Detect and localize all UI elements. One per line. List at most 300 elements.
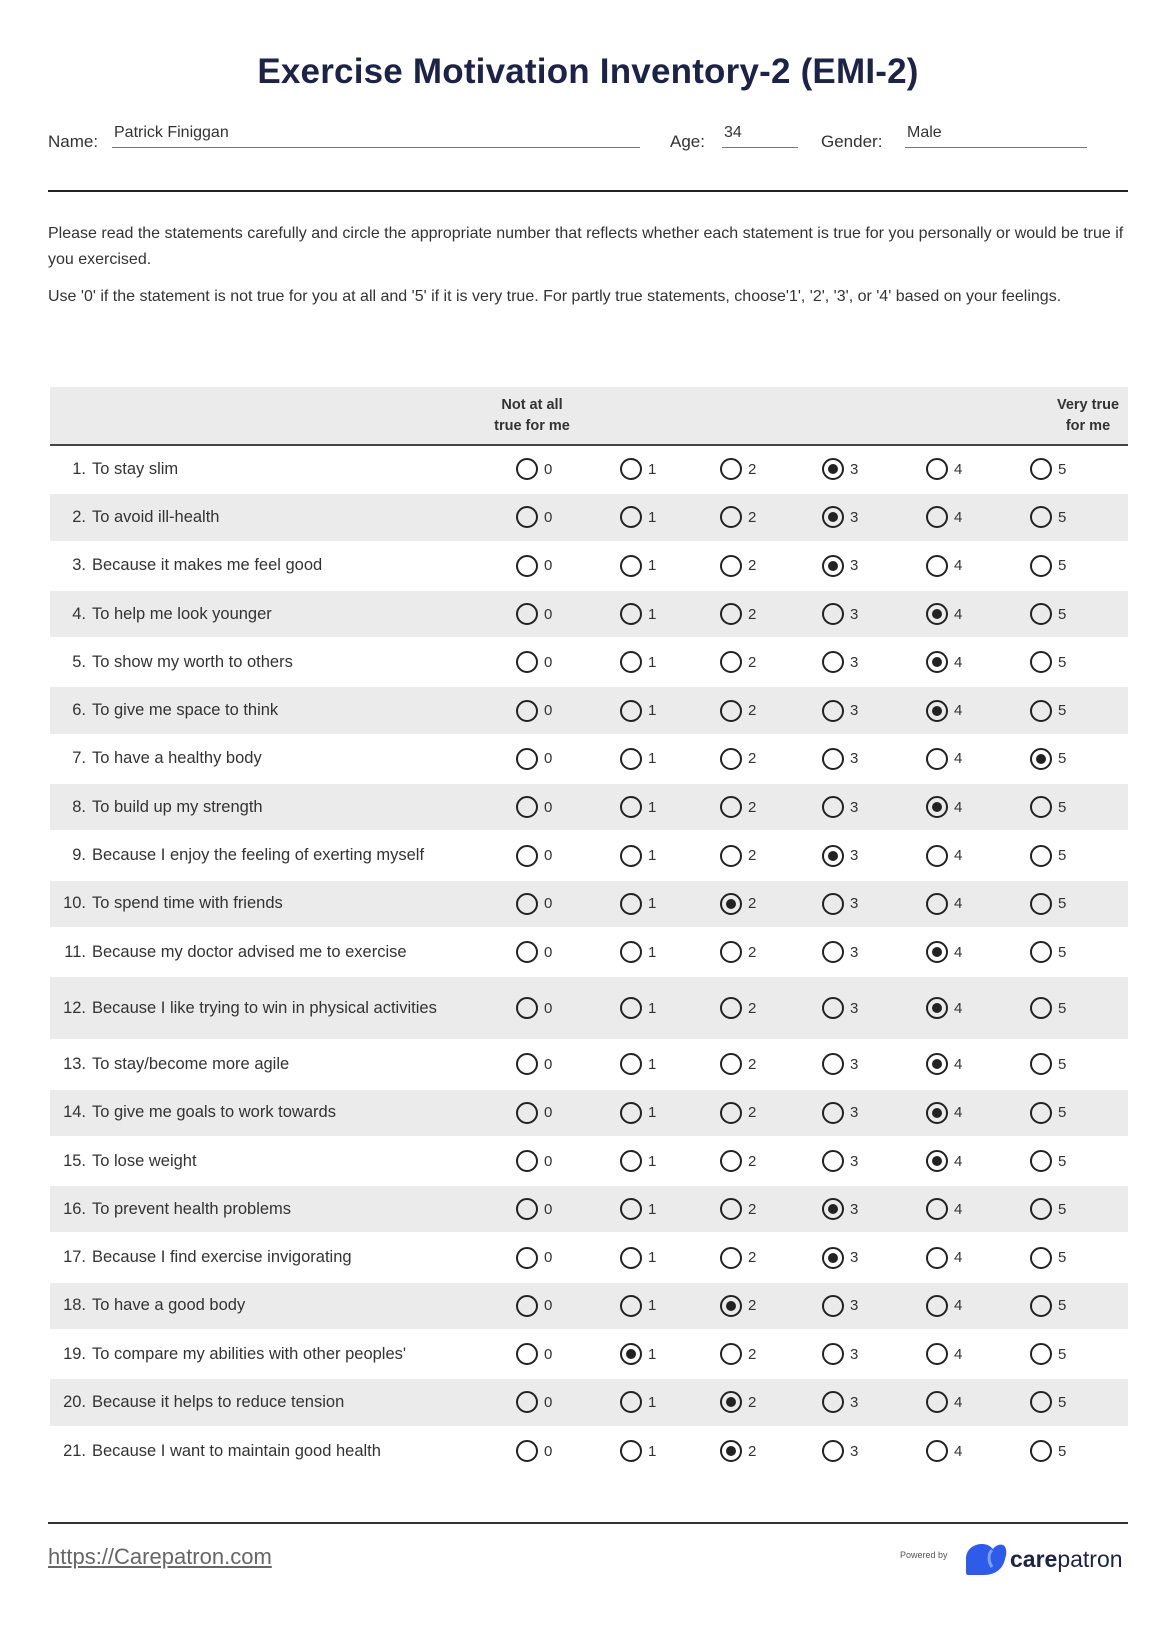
rating-radio-4[interactable] xyxy=(926,700,948,722)
statement-cell xyxy=(50,1427,480,1475)
rating-label: 5 xyxy=(1058,508,1067,526)
rating-radio-0[interactable] xyxy=(516,506,538,528)
option-cell xyxy=(480,976,584,1040)
rating-radio-3[interactable] xyxy=(822,893,844,915)
rating-radio-1[interactable] xyxy=(620,506,642,528)
rating-label: 5 xyxy=(1058,847,1067,865)
option-cell xyxy=(786,542,890,590)
rating-radio-0[interactable] xyxy=(516,997,538,1019)
option-cell xyxy=(994,1330,1128,1378)
option-cell xyxy=(994,1040,1128,1088)
rating-label: 5 xyxy=(1058,798,1067,816)
statement-cell xyxy=(50,1185,480,1233)
rating-radio-4[interactable] xyxy=(926,941,948,963)
rating-label: 4 xyxy=(954,1345,963,1363)
statement-number: 19. xyxy=(63,1344,86,1363)
rating-radio-4[interactable] xyxy=(926,555,948,577)
rating-label: 0 xyxy=(544,1442,553,1460)
rating-radio-5[interactable] xyxy=(1030,893,1052,915)
rating-radio-0[interactable] xyxy=(516,1343,538,1365)
statement-number: 1. xyxy=(72,459,86,478)
rating-radio-5[interactable] xyxy=(1030,796,1052,818)
rating-radio-2[interactable] xyxy=(720,1198,742,1220)
header-statement xyxy=(50,387,480,445)
rating-radio-3[interactable] xyxy=(822,506,844,528)
option-cell xyxy=(480,638,584,686)
option-cell xyxy=(890,638,994,686)
rating-radio-5[interactable] xyxy=(1030,506,1052,528)
rating-label: 2 xyxy=(748,653,757,671)
statement-cell xyxy=(50,638,480,686)
statement-text: Because I like trying to win in physical activities xyxy=(92,998,437,1017)
rating-label: 1 xyxy=(648,557,657,575)
rating-radio-0[interactable] xyxy=(516,1295,538,1317)
rating-label: 3 xyxy=(850,847,859,865)
rating-label: 2 xyxy=(748,1345,757,1363)
rating-label: 2 xyxy=(748,1393,757,1411)
rating-radio-5[interactable] xyxy=(1030,651,1052,673)
statement-number: 21. xyxy=(63,1441,86,1460)
option-cell xyxy=(584,1330,684,1378)
rating-radio-0[interactable] xyxy=(516,458,538,480)
rating-radio-0[interactable] xyxy=(516,555,538,577)
rating-label: 2 xyxy=(748,1297,757,1315)
carepatron-brand: carepatron xyxy=(1010,1546,1123,1572)
rating-radio-2[interactable] xyxy=(720,1247,742,1269)
statement-text: Because it helps to reduce tension xyxy=(92,1392,345,1411)
rating-label: 0 xyxy=(544,557,553,575)
rating-radio-1[interactable] xyxy=(620,700,642,722)
option-cell xyxy=(480,686,584,734)
rating-radio-1[interactable] xyxy=(620,458,642,480)
option-cell xyxy=(890,493,994,541)
rating-radio-2[interactable] xyxy=(720,1440,742,1462)
rating-radio-2[interactable] xyxy=(720,997,742,1019)
rating-radio-5[interactable] xyxy=(1030,458,1052,480)
rating-radio-5[interactable] xyxy=(1030,941,1052,963)
option-cell xyxy=(684,928,786,976)
option-cell xyxy=(480,1040,584,1088)
option-cell xyxy=(786,1089,890,1137)
rating-label: 0 xyxy=(544,847,553,865)
option-cell xyxy=(480,928,584,976)
rating-radio-1[interactable] xyxy=(620,1150,642,1172)
table-row xyxy=(50,493,1128,541)
rating-radio-0[interactable] xyxy=(516,651,538,673)
rating-radio-3[interactable] xyxy=(822,458,844,480)
rating-radio-0[interactable] xyxy=(516,796,538,818)
option-cell xyxy=(480,1427,584,1475)
rating-radio-4[interactable] xyxy=(926,997,948,1019)
rating-radio-2[interactable] xyxy=(720,941,742,963)
rating-label: 5 xyxy=(1058,1297,1067,1315)
statement-text: Because I find exercise invigorating xyxy=(92,1248,352,1267)
rating-label: 4 xyxy=(954,1249,963,1267)
option-cell xyxy=(890,542,994,590)
option-cell xyxy=(684,1185,786,1233)
option-cell xyxy=(786,1233,890,1281)
rating-radio-1[interactable] xyxy=(620,651,642,673)
option-cell xyxy=(480,445,584,493)
statement-text: To have a good body xyxy=(92,1296,246,1315)
statement-number: 20. xyxy=(63,1392,86,1411)
rating-label: 0 xyxy=(544,1345,553,1363)
option-cell xyxy=(786,686,890,734)
option-cell xyxy=(890,590,994,638)
rating-radio-2[interactable] xyxy=(720,700,742,722)
rating-radio-2[interactable] xyxy=(720,555,742,577)
rating-radio-0[interactable] xyxy=(516,1247,538,1269)
rating-radio-0[interactable] xyxy=(516,700,538,722)
option-cell xyxy=(584,928,684,976)
table-row xyxy=(50,831,1128,879)
instructions-paragraph-2: Use '0' if the statement is not true for you at all and '5' if it is very true. For partly true statements, choose'1', '2', '3', or '4' based on your feelings. xyxy=(48,288,1062,305)
rating-label: 3 xyxy=(850,653,859,671)
rating-radio-4[interactable] xyxy=(926,651,948,673)
option-cell xyxy=(994,880,1128,928)
rating-radio-3[interactable] xyxy=(822,1102,844,1124)
rating-radio-5[interactable] xyxy=(1030,1102,1052,1124)
option-cell xyxy=(584,1185,684,1233)
option-cell xyxy=(480,1282,584,1330)
table-row xyxy=(50,1137,1128,1185)
rating-radio-4[interactable] xyxy=(926,1391,948,1413)
option-cell xyxy=(584,493,684,541)
table-row xyxy=(50,590,1128,638)
rating-radio-3[interactable] xyxy=(822,796,844,818)
rating-radio-4[interactable] xyxy=(926,748,948,770)
table-row xyxy=(50,1233,1128,1281)
statement-cell xyxy=(50,493,480,541)
option-cell xyxy=(480,1137,584,1185)
rating-radio-5[interactable] xyxy=(1030,845,1052,867)
option-cell xyxy=(684,783,786,831)
rating-radio-2[interactable] xyxy=(720,796,742,818)
rating-radio-0[interactable] xyxy=(516,1102,538,1124)
rating-radio-3[interactable] xyxy=(822,997,844,1019)
option-cell xyxy=(480,735,584,783)
rating-label: 5 xyxy=(1058,895,1067,913)
option-cell xyxy=(684,735,786,783)
option-cell xyxy=(786,783,890,831)
rating-radio-5[interactable] xyxy=(1030,748,1052,770)
rating-radio-5[interactable] xyxy=(1030,1440,1052,1462)
rating-radio-4[interactable] xyxy=(926,458,948,480)
rating-radio-4[interactable] xyxy=(926,603,948,625)
rating-label: 4 xyxy=(954,999,963,1017)
rating-label: 0 xyxy=(544,1104,553,1122)
statement-text: To lose weight xyxy=(92,1151,197,1170)
option-cell xyxy=(890,1040,994,1088)
option-cell xyxy=(890,976,994,1040)
option-cell xyxy=(684,590,786,638)
rating-radio-3[interactable] xyxy=(822,651,844,673)
option-cell xyxy=(480,783,584,831)
option-cell xyxy=(994,1089,1128,1137)
rating-label: 5 xyxy=(1058,1200,1067,1218)
rating-radio-1[interactable] xyxy=(620,1102,642,1124)
rating-radio-3[interactable] xyxy=(822,555,844,577)
rating-radio-5[interactable] xyxy=(1030,1391,1052,1413)
option-cell xyxy=(684,1089,786,1137)
rating-label: 3 xyxy=(850,1442,859,1460)
rating-radio-5[interactable] xyxy=(1030,603,1052,625)
option-cell xyxy=(786,1282,890,1330)
table-row xyxy=(50,976,1128,1040)
rating-label: 2 xyxy=(748,750,757,768)
rating-radio-5[interactable] xyxy=(1030,1295,1052,1317)
rating-label: 2 xyxy=(748,508,757,526)
rating-radio-1[interactable] xyxy=(620,555,642,577)
rating-label: 2 xyxy=(748,999,757,1017)
option-cell xyxy=(994,1233,1128,1281)
rating-radio-0[interactable] xyxy=(516,1053,538,1075)
table-row xyxy=(50,542,1128,590)
rating-label: 5 xyxy=(1058,1345,1067,1363)
rating-radio-1[interactable] xyxy=(620,845,642,867)
rating-radio-3[interactable] xyxy=(822,603,844,625)
rating-radio-2[interactable] xyxy=(720,1150,742,1172)
rating-radio-1[interactable] xyxy=(620,1053,642,1075)
rating-radio-4[interactable] xyxy=(926,1247,948,1269)
option-cell xyxy=(890,1233,994,1281)
rating-label: 0 xyxy=(544,508,553,526)
rating-radio-1[interactable] xyxy=(620,1440,642,1462)
rating-radio-3[interactable] xyxy=(822,1198,844,1220)
option-cell xyxy=(684,1378,786,1426)
rating-radio-4[interactable] xyxy=(926,796,948,818)
option-cell xyxy=(684,445,786,493)
option-cell xyxy=(584,590,684,638)
rating-radio-3[interactable] xyxy=(822,845,844,867)
option-cell xyxy=(994,1137,1128,1185)
rating-radio-4[interactable] xyxy=(926,893,948,915)
statement-cell xyxy=(50,542,480,590)
table-row xyxy=(50,1040,1128,1088)
rating-label: 3 xyxy=(850,943,859,961)
rating-radio-4[interactable] xyxy=(926,1343,948,1365)
rating-radio-2[interactable] xyxy=(720,748,742,770)
statement-cell xyxy=(50,1378,480,1426)
rating-radio-1[interactable] xyxy=(620,1391,642,1413)
table-row xyxy=(50,1282,1128,1330)
rating-radio-2[interactable] xyxy=(720,893,742,915)
option-cell xyxy=(786,928,890,976)
rating-radio-4[interactable] xyxy=(926,845,948,867)
header-divider xyxy=(48,190,1128,192)
rating-radio-1[interactable] xyxy=(620,1247,642,1269)
rating-radio-1[interactable] xyxy=(620,1295,642,1317)
rating-radio-1[interactable] xyxy=(620,997,642,1019)
rating-label: 0 xyxy=(544,1152,553,1170)
rating-radio-0[interactable] xyxy=(516,603,538,625)
option-cell xyxy=(890,1330,994,1378)
rating-label: 0 xyxy=(544,895,553,913)
rating-radio-5[interactable] xyxy=(1030,555,1052,577)
table-row xyxy=(50,1330,1128,1378)
rating-label: 3 xyxy=(850,605,859,623)
statement-number: 14. xyxy=(63,1103,86,1122)
option-cell xyxy=(684,638,786,686)
rating-radio-0[interactable] xyxy=(516,1198,538,1220)
rating-radio-3[interactable] xyxy=(822,1150,844,1172)
option-cell xyxy=(994,831,1128,879)
option-cell xyxy=(786,1137,890,1185)
rating-label: 3 xyxy=(850,1104,859,1122)
rating-label: 2 xyxy=(748,702,757,720)
rating-radio-4[interactable] xyxy=(926,1053,948,1075)
rating-radio-2[interactable] xyxy=(720,845,742,867)
option-cell xyxy=(786,976,890,1040)
rating-radio-5[interactable] xyxy=(1030,1343,1052,1365)
rating-radio-1[interactable] xyxy=(620,603,642,625)
rating-radio-4[interactable] xyxy=(926,1150,948,1172)
rating-radio-0[interactable] xyxy=(516,748,538,770)
rating-radio-1[interactable] xyxy=(620,1198,642,1220)
rating-label: 1 xyxy=(648,653,657,671)
option-cell xyxy=(684,1282,786,1330)
rating-radio-5[interactable] xyxy=(1030,997,1052,1019)
statement-cell xyxy=(50,735,480,783)
rating-radio-5[interactable] xyxy=(1030,1198,1052,1220)
option-cell xyxy=(994,1185,1128,1233)
rating-label: 4 xyxy=(954,1200,963,1218)
rating-label: 2 xyxy=(748,1104,757,1122)
statement-cell xyxy=(50,1040,480,1088)
rating-label: 2 xyxy=(748,943,757,961)
rating-radio-2[interactable] xyxy=(720,458,742,480)
rating-radio-2[interactable] xyxy=(720,603,742,625)
rating-radio-0[interactable] xyxy=(516,941,538,963)
rating-label: 1 xyxy=(648,460,657,478)
rating-radio-4[interactable] xyxy=(926,1295,948,1317)
rating-label: 1 xyxy=(648,847,657,865)
table-row xyxy=(50,686,1128,734)
option-cell xyxy=(480,542,584,590)
rating-radio-3[interactable] xyxy=(822,1391,844,1413)
option-cell xyxy=(480,1378,584,1426)
carepatron-link[interactable]: https://Carepatron.com xyxy=(48,1544,272,1569)
rating-radio-0[interactable] xyxy=(516,1391,538,1413)
rating-radio-1[interactable] xyxy=(620,796,642,818)
rating-radio-3[interactable] xyxy=(822,748,844,770)
rating-radio-5[interactable] xyxy=(1030,1247,1052,1269)
rating-radio-2[interactable] xyxy=(720,1343,742,1365)
rating-radio-0[interactable] xyxy=(516,845,538,867)
option-cell xyxy=(994,1282,1128,1330)
rating-label: 1 xyxy=(648,605,657,623)
statement-cell xyxy=(50,880,480,928)
rating-label: 2 xyxy=(748,798,757,816)
statement-text: To compare my abilities with other peoples' xyxy=(92,1344,407,1363)
option-cell xyxy=(480,1089,584,1137)
rating-radio-3[interactable] xyxy=(822,1440,844,1462)
rating-radio-3[interactable] xyxy=(822,941,844,963)
option-cell xyxy=(994,445,1128,493)
age-field[interactable]: 34 xyxy=(722,124,798,148)
rating-radio-2[interactable] xyxy=(720,506,742,528)
rating-radio-1[interactable] xyxy=(620,1343,642,1365)
rating-label: 0 xyxy=(544,750,553,768)
rating-radio-5[interactable] xyxy=(1030,700,1052,722)
rating-radio-2[interactable] xyxy=(720,651,742,673)
rating-radio-1[interactable] xyxy=(620,748,642,770)
rating-label: 3 xyxy=(850,557,859,575)
rating-radio-2[interactable] xyxy=(720,1102,742,1124)
option-cell xyxy=(994,1427,1128,1475)
rating-radio-3[interactable] xyxy=(822,700,844,722)
rating-radio-4[interactable] xyxy=(926,1440,948,1462)
name-field[interactable]: Patrick Finiggan xyxy=(112,124,640,148)
option-cell xyxy=(684,880,786,928)
rating-label: 1 xyxy=(648,1055,657,1073)
rating-label: 4 xyxy=(954,460,963,478)
option-cell xyxy=(890,1137,994,1185)
option-cell xyxy=(480,493,584,541)
option-cell xyxy=(890,831,994,879)
statement-number: 13. xyxy=(63,1054,86,1073)
statement-number: 16. xyxy=(63,1199,86,1218)
table-header-row xyxy=(50,387,1128,445)
rating-radio-2[interactable] xyxy=(720,1053,742,1075)
rating-radio-0[interactable] xyxy=(516,1440,538,1462)
statement-cell xyxy=(50,1282,480,1330)
rating-radio-2[interactable] xyxy=(720,1295,742,1317)
rating-radio-3[interactable] xyxy=(822,1053,844,1075)
option-cell xyxy=(584,1089,684,1137)
option-cell xyxy=(684,1330,786,1378)
rating-radio-1[interactable] xyxy=(620,893,642,915)
rating-label: 0 xyxy=(544,1297,553,1315)
option-cell xyxy=(786,735,890,783)
rating-label: 5 xyxy=(1058,1249,1067,1267)
statement-text: Because I want to maintain good health xyxy=(92,1441,381,1460)
rating-radio-5[interactable] xyxy=(1030,1053,1052,1075)
statement-cell xyxy=(50,831,480,879)
rating-radio-3[interactable] xyxy=(822,1295,844,1317)
rating-label: 4 xyxy=(954,750,963,768)
option-cell xyxy=(584,1040,684,1088)
gender-field[interactable]: Male xyxy=(905,124,1087,148)
rating-radio-0[interactable] xyxy=(516,893,538,915)
rating-radio-1[interactable] xyxy=(620,941,642,963)
rating-label: 1 xyxy=(648,1249,657,1267)
statement-number: 8. xyxy=(72,797,86,816)
rating-radio-2[interactable] xyxy=(720,1391,742,1413)
statement-text: To spend time with friends xyxy=(92,894,283,913)
option-cell xyxy=(480,880,584,928)
rating-label: 4 xyxy=(954,605,963,623)
rating-label: 1 xyxy=(648,1152,657,1170)
statement-text: To stay/become more agile xyxy=(92,1054,290,1073)
rating-radio-5[interactable] xyxy=(1030,1150,1052,1172)
option-cell xyxy=(480,1330,584,1378)
statement-cell xyxy=(50,1330,480,1378)
statement-cell xyxy=(50,976,480,1040)
table-row xyxy=(50,880,1128,928)
rating-radio-3[interactable] xyxy=(822,1343,844,1365)
rating-radio-4[interactable] xyxy=(926,506,948,528)
option-cell xyxy=(786,493,890,541)
statement-number: 10. xyxy=(63,894,86,913)
table-row xyxy=(50,1378,1128,1426)
rating-radio-3[interactable] xyxy=(822,1247,844,1269)
rating-radio-4[interactable] xyxy=(926,1198,948,1220)
rating-radio-0[interactable] xyxy=(516,1150,538,1172)
rating-radio-4[interactable] xyxy=(926,1102,948,1124)
rating-label: 2 xyxy=(748,847,757,865)
rating-label: 5 xyxy=(1058,1152,1067,1170)
